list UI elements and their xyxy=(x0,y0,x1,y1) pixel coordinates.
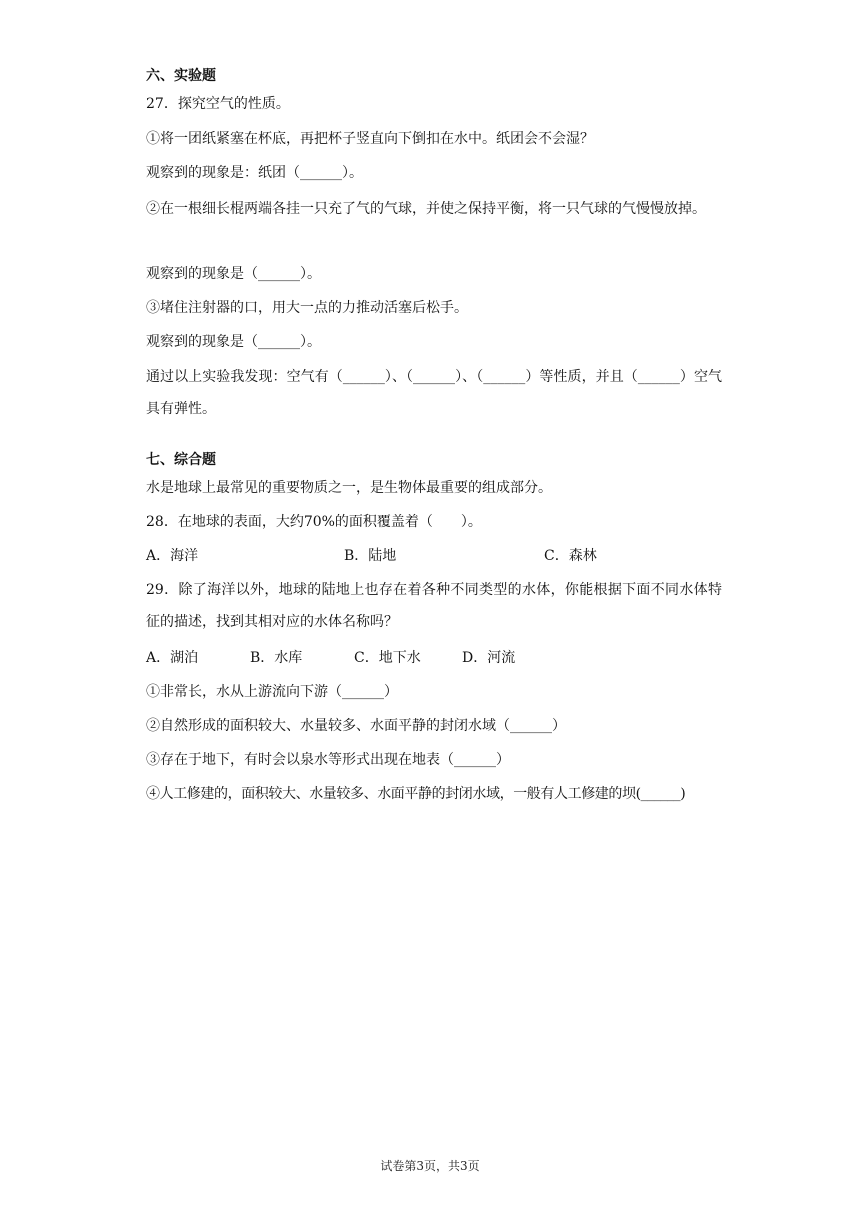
section-7-intro: 水是地球上最常见的重要物质之一，是生物体最重要的组成部分。 xyxy=(146,480,552,496)
q28-option-b: B．陆地 xyxy=(344,548,397,564)
q29-option-a: A．湖泊 xyxy=(146,650,199,666)
q27-stem: 27．探究空气的性质。 xyxy=(146,96,290,112)
q28-stem: 28．在地球的表面，大约70%的面积覆盖着（ ）。 xyxy=(146,514,482,530)
page-footer: 试卷第3页，共3页 xyxy=(380,1159,480,1173)
q29-item-3: ③存在于地下，有时会以泉水等形式出现在地表（______） xyxy=(146,752,510,768)
q27-experiment-1: ①将一团纸紧塞在杯底，再把杯子竖直向下倒扣在水中。纸团会不会湿？ xyxy=(146,131,594,147)
q27-conclusion: 通过以上实验我发现：空气有（______）、（______）、（______）等性质，并且（______）空气具有弹性。 xyxy=(146,369,722,417)
q29-option-b: B．水库 xyxy=(250,650,303,666)
q27-observation-1: 观察到的现象是：纸团（______）。 xyxy=(146,165,363,181)
q29-item-1: ①非常长，水从上游流向下游（______） xyxy=(146,684,398,700)
section-6-heading: 六、实验题 xyxy=(146,68,216,84)
section-7-heading: 七、综合题 xyxy=(146,452,216,468)
q27-experiment-3: ③堵住注射器的口，用大一点的力推动活塞后松手。 xyxy=(146,300,468,316)
q29-option-d: D．河流 xyxy=(462,650,516,666)
q29-item-4: ④人工修建的，面积较大、水量较多、水面平静的封闭水域，一般有人工修建的坝(______) xyxy=(146,786,686,802)
q29-stem: 29．除了海洋以外，地球的陆地上也存在着各种不同类型的水体，你能根据下面不同水体特征的描述，找到其相对应的水体名称吗？ xyxy=(146,582,722,630)
q27-observation-2: 观察到的现象是（______）。 xyxy=(146,266,321,282)
q28-option-c: C．森林 xyxy=(544,548,597,564)
q28-options xyxy=(146,546,726,566)
q29-options xyxy=(146,648,726,668)
q27-experiment-2: ②在一根细长棍两端各挂一只充了气的气球，并使之保持平衡，将一只气球的气慢慢放掉。 xyxy=(146,201,706,217)
q27-observation-3: 观察到的现象是（______）。 xyxy=(146,334,321,350)
q29-item-2: ②自然形成的面积较大、水量较多、水面平静的封闭水域（______） xyxy=(146,718,566,734)
q28-option-a: A．海洋 xyxy=(146,548,199,564)
q29-option-c: C．地下水 xyxy=(354,650,421,666)
